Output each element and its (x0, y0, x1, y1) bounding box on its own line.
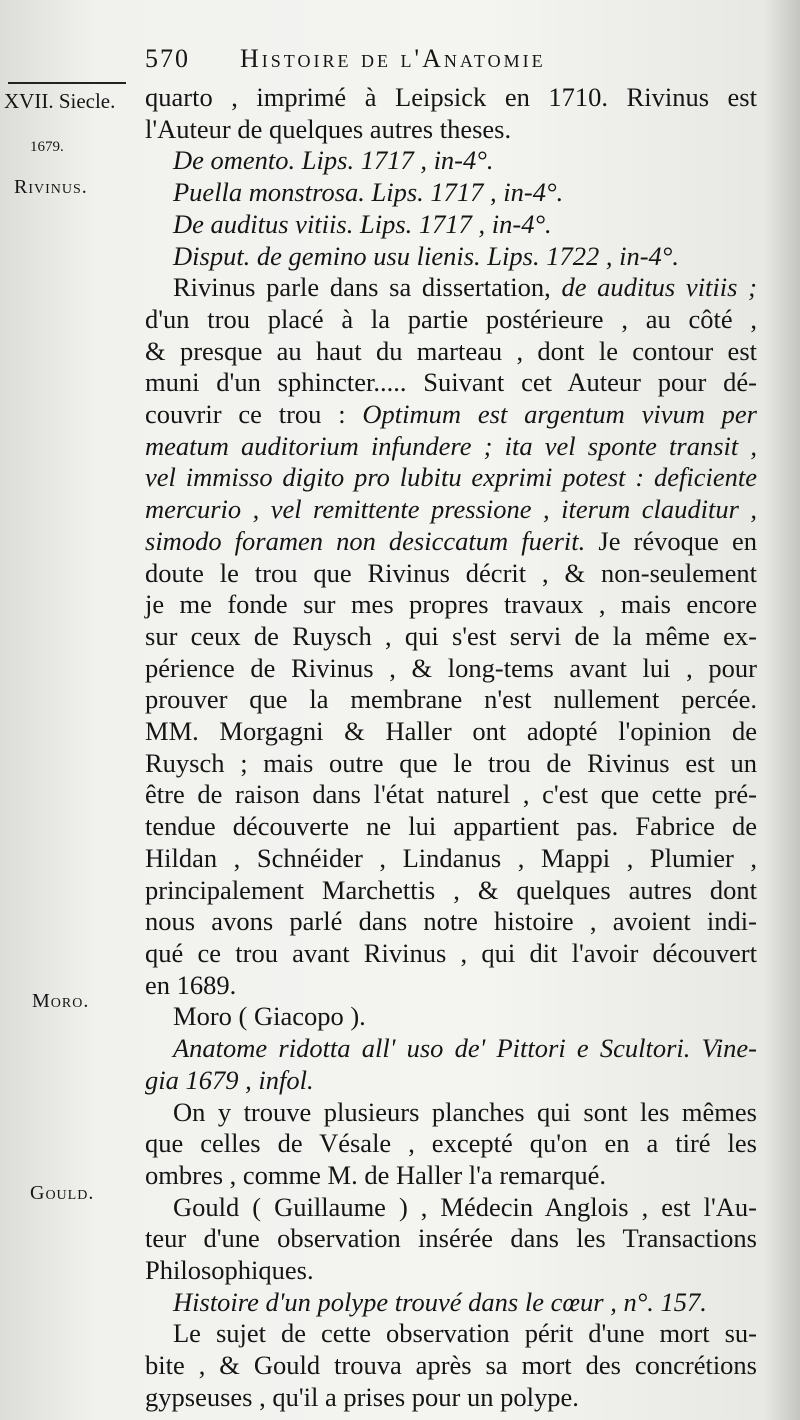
margin-moro: Moro. (32, 990, 90, 1012)
text-line: gypseuses , qu'il a prises pour un polype. (145, 1381, 579, 1412)
text-line: On y trouve plusieurs planches qui sont les mêmes (173, 1096, 757, 1127)
work-title-cont: gia 1679 , infol. (145, 1064, 314, 1095)
text-line: Philosophiques. (145, 1255, 314, 1286)
text-line: l'Auteur de quelques autres theses. (145, 113, 512, 144)
text-line: sur ceux de Ruysch , qui s'est servi de la même ex- (145, 620, 757, 651)
thesis-title: Puella monstrosa. Lips. 1717 , in-4°. (173, 177, 564, 208)
text-line: simodo foramen non desiccatum fuerit. Je révoque en (145, 525, 758, 556)
text-line: couvrir ce trou : Optimum est argentum vivum per (145, 399, 757, 430)
latin-quote-line: mercurio , vel remittente pressione , iterum clauditur , (145, 494, 757, 525)
thesis-title: De auditus vitiis. Lips. 1717 , in-4°. (173, 208, 552, 239)
thesis-title: Disput. de gemino usu lienis. Lips. 1722 , in-4°. (173, 240, 679, 271)
entry-heading-gould: Gould ( Guillaume ) , Médecin Anglois , est l'Au- (173, 1191, 757, 1222)
body-text (145, 82, 757, 1414)
margin-gould: Gould. (30, 1182, 95, 1204)
text-line: & presque au haut du marteau , dont le contour est (145, 335, 757, 366)
text-line: doute le trou que Rivinus décrit , & non-seulement (145, 557, 757, 588)
text-line: périence de Rivinus , & long-tems avant lui , pour (145, 652, 757, 683)
text-line: MM. Morgagni & Haller ont adopté l'opinion de (145, 716, 757, 747)
work-title: Anatome ridotta all' uso de' Pittori e Scultori. Vine- (173, 1033, 757, 1064)
text-line: je me fonde sur mes propres travaux , mais encore (145, 589, 757, 620)
entry-heading-moro: Moro ( Giacopo ). (173, 1001, 366, 1032)
text-line: nous avons parlé dans notre histoire , avoient indi- (145, 906, 757, 937)
text-line: Le sujet de cette observation périt d'une mort su- (173, 1318, 757, 1349)
page-number: 570 (145, 44, 190, 73)
latin-quote-line: meatum auditorium infundere ; ita vel sponte transit , (145, 430, 757, 461)
margin-rivinus: Rivinus. (14, 176, 88, 198)
spine-shadow (764, 0, 800, 1420)
running-head (145, 44, 765, 80)
text-line: principalement Marchettis , & quelques autres dont (145, 874, 757, 905)
text-line: muni d'un sphincter..... Suivant cet Auteur pour dé- (145, 367, 757, 398)
latin-quote-line: vel immisso digito pro lubitu exprimi potest : deficiente (145, 462, 757, 493)
text-line: Rivinus parle dans sa dissertation, de auditus vitiis ; (173, 272, 757, 303)
text-line: en 1689. (145, 969, 237, 1000)
margin-century: XVII. Siecle. (4, 89, 116, 113)
text-line: que celles de Vésale , excepté qu'on en a tiré les (145, 1128, 757, 1159)
header-rule (8, 82, 126, 84)
text-line: bite , & Gould trouva après sa mort des concrétions (145, 1350, 757, 1381)
text-line: quarto , imprimé à Leipsick en 1710. Rivinus est (145, 82, 757, 112)
text-line: teur d'une observation insérée dans les Transactions (145, 1223, 757, 1254)
margin-year: 1679. (30, 139, 64, 155)
text-line: être de raison dans l'état naturel , c'est que cette pré- (145, 779, 757, 810)
text-line: Ruysch ; mais outre que le trou de Rivinus est un (145, 747, 757, 778)
text-line: prouver que la membrane n'est nullement percée. (145, 684, 757, 715)
thesis-title: De omento. Lips. 1717 , in-4°. (173, 145, 494, 176)
running-title: Histoire de l'Anatomie (240, 44, 546, 73)
text-line: tendue découverte ne lui appartient pas. Fabrice de (145, 811, 757, 842)
text-line: qué ce trou avant Rivinus , qui dit l'avoir découvert (145, 937, 757, 968)
text-line: d'un trou placé à la partie postérieure , au côté , (145, 303, 757, 334)
text-line: Hildan , Schnéider , Lindanus , Mappi , Plumier , (145, 842, 757, 873)
work-title: Histoire d'un polype trouvé dans le cœur , n°. 157. (173, 1286, 707, 1317)
text-line: ombres , comme M. de Haller l'a remarqué. (145, 1159, 606, 1190)
